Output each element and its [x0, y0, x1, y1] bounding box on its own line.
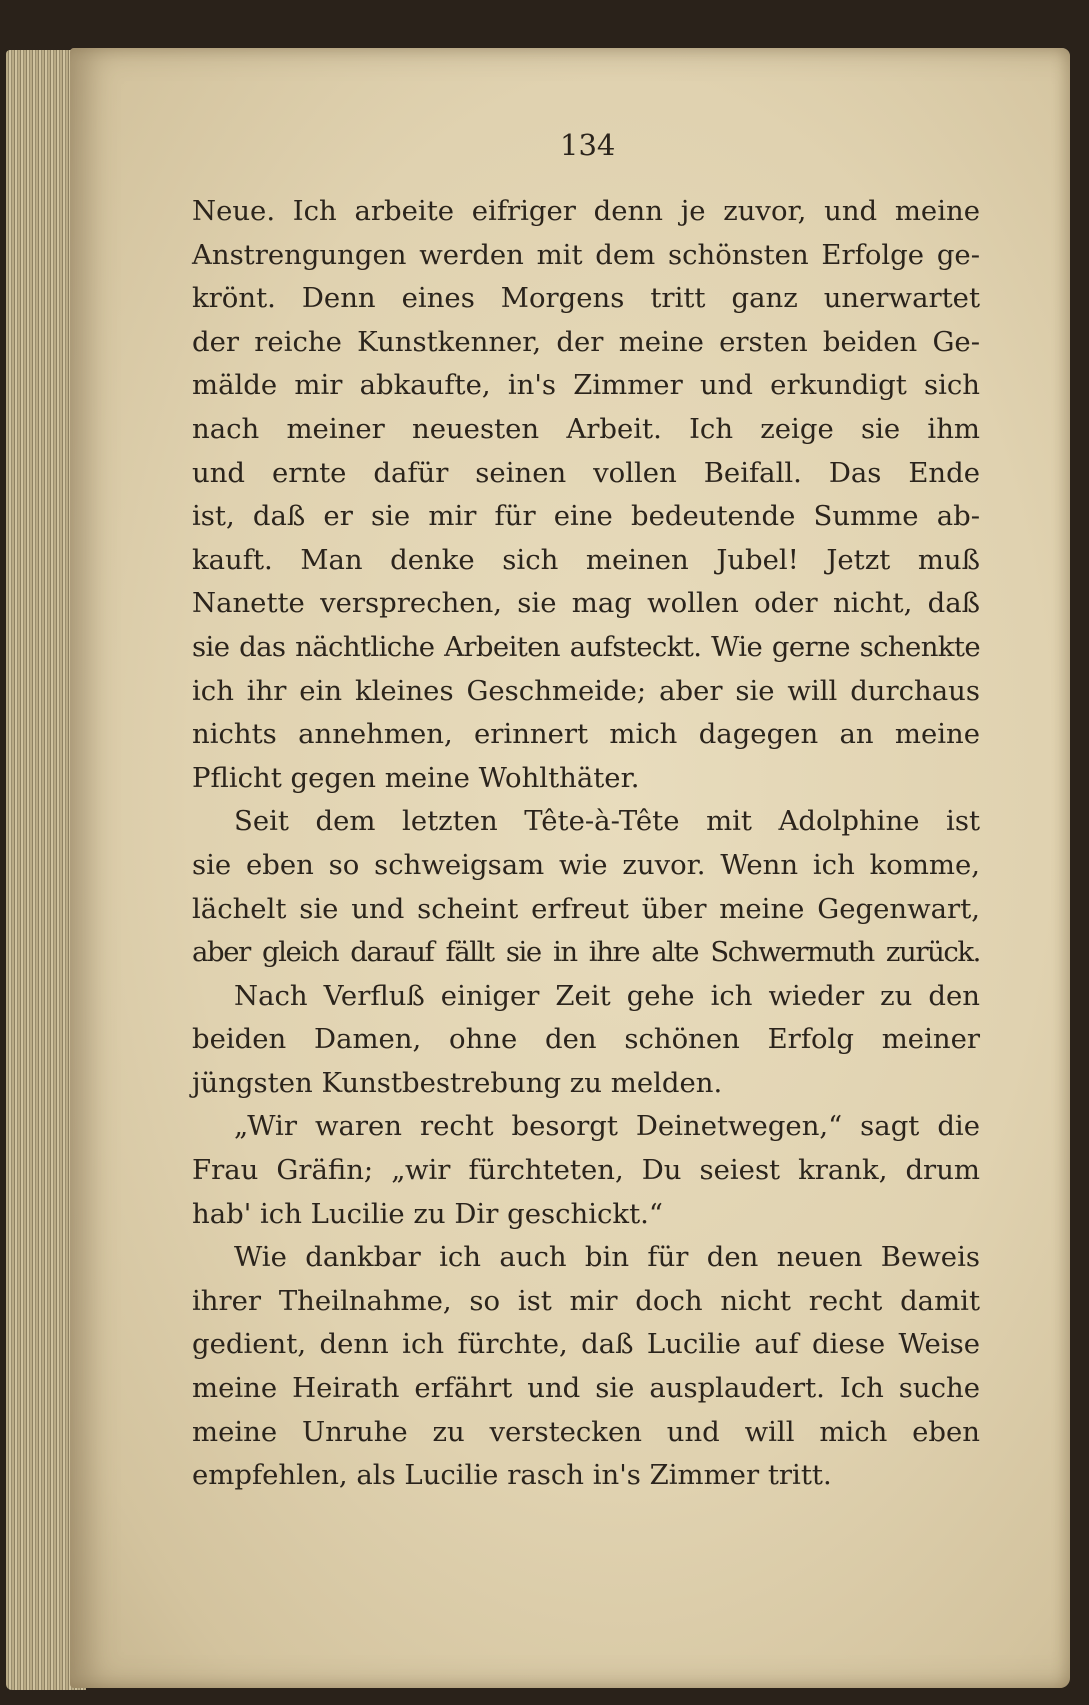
text-line: Pflicht gegen meine Wohlthäter. [192, 761, 640, 794]
text-line: Anstrengungen werden mit dem schönsten Erfolge ge- [192, 238, 980, 271]
text-line: gedient, denn ich fürchte, daß Lucilie auf diese Weise [192, 1328, 980, 1361]
text-line: Frau Gräfin; „wir fürchteten, Du seiest krank, drum [192, 1154, 980, 1187]
text-line: „Wir waren recht besorgt Deinetwegen,“ sagt die [234, 1110, 980, 1143]
text-line: kauft. Man denke sich meinen Jubel! Jetzt muß [192, 543, 980, 576]
page-number: 134 [560, 128, 616, 162]
text-line: beiden Damen, ohne den schönen Erfolg meiner [192, 1023, 980, 1056]
body-text [192, 190, 980, 1498]
text-line: sie das nächtliche Arbeiten aufsteckt. Wie gerne schenkte [192, 630, 980, 663]
text-line: der reiche Kunstkenner, der meine ersten beiden Ge- [192, 325, 980, 358]
text-line: hab' ich Lucilie zu Dir geschickt.“ [192, 1197, 663, 1230]
text-line: lächelt sie und scheint erfreut über meine Gegenwart, [192, 892, 980, 925]
text-line: mälde mir abkaufte, in's Zimmer und erkundigt sich [192, 369, 980, 402]
text-line: ist, daß er sie mir für eine bedeutende Summe ab- [192, 500, 980, 533]
text-line: meine Heirath erfährt und sie ausplaudert. Ich suche [192, 1372, 980, 1405]
text-line: Wie dankbar ich auch bin für den neuen Beweis [234, 1241, 980, 1274]
text-line: meine Unruhe zu verstecken und will mich eben [192, 1415, 980, 1448]
text-line: nichts annehmen, erinnert mich dagegen an meine [192, 718, 980, 751]
text-line: ich ihr ein kleines Geschmeide; aber sie will durchaus [192, 674, 980, 707]
text-line: Nach Verfluß einiger Zeit gehe ich wieder zu den [234, 979, 980, 1012]
text-line: ihrer Theilnahme, so ist mir doch nicht recht damit [192, 1284, 980, 1317]
text-line: sie eben so schweigsam wie zuvor. Wenn ich komme, [192, 848, 980, 881]
text-line: aber gleich darauf fällt sie in ihre alte Schwermuth zurück. [192, 936, 980, 969]
text-line: nach meiner neuesten Arbeit. Ich zeige sie ihm [192, 412, 980, 445]
text-line: krönt. Denn eines Morgens tritt ganz unerwartet [192, 282, 980, 315]
text-line: und ernte dafür seinen vollen Beifall. Das Ende [192, 456, 980, 489]
text-line: Nanette versprechen, sie mag wollen oder nicht, daß [192, 587, 980, 620]
text-line: jüngsten Kunstbestrebung zu melden. [192, 1066, 723, 1099]
text-line: empfehlen, als Lucilie rasch in's Zimmer tritt. [192, 1459, 832, 1492]
text-line: Seit dem letzten Tête-à-Tête mit Adolphine ist [234, 805, 980, 838]
text-line: Neue. Ich arbeite eifriger denn je zuvor, und meine [192, 195, 980, 227]
